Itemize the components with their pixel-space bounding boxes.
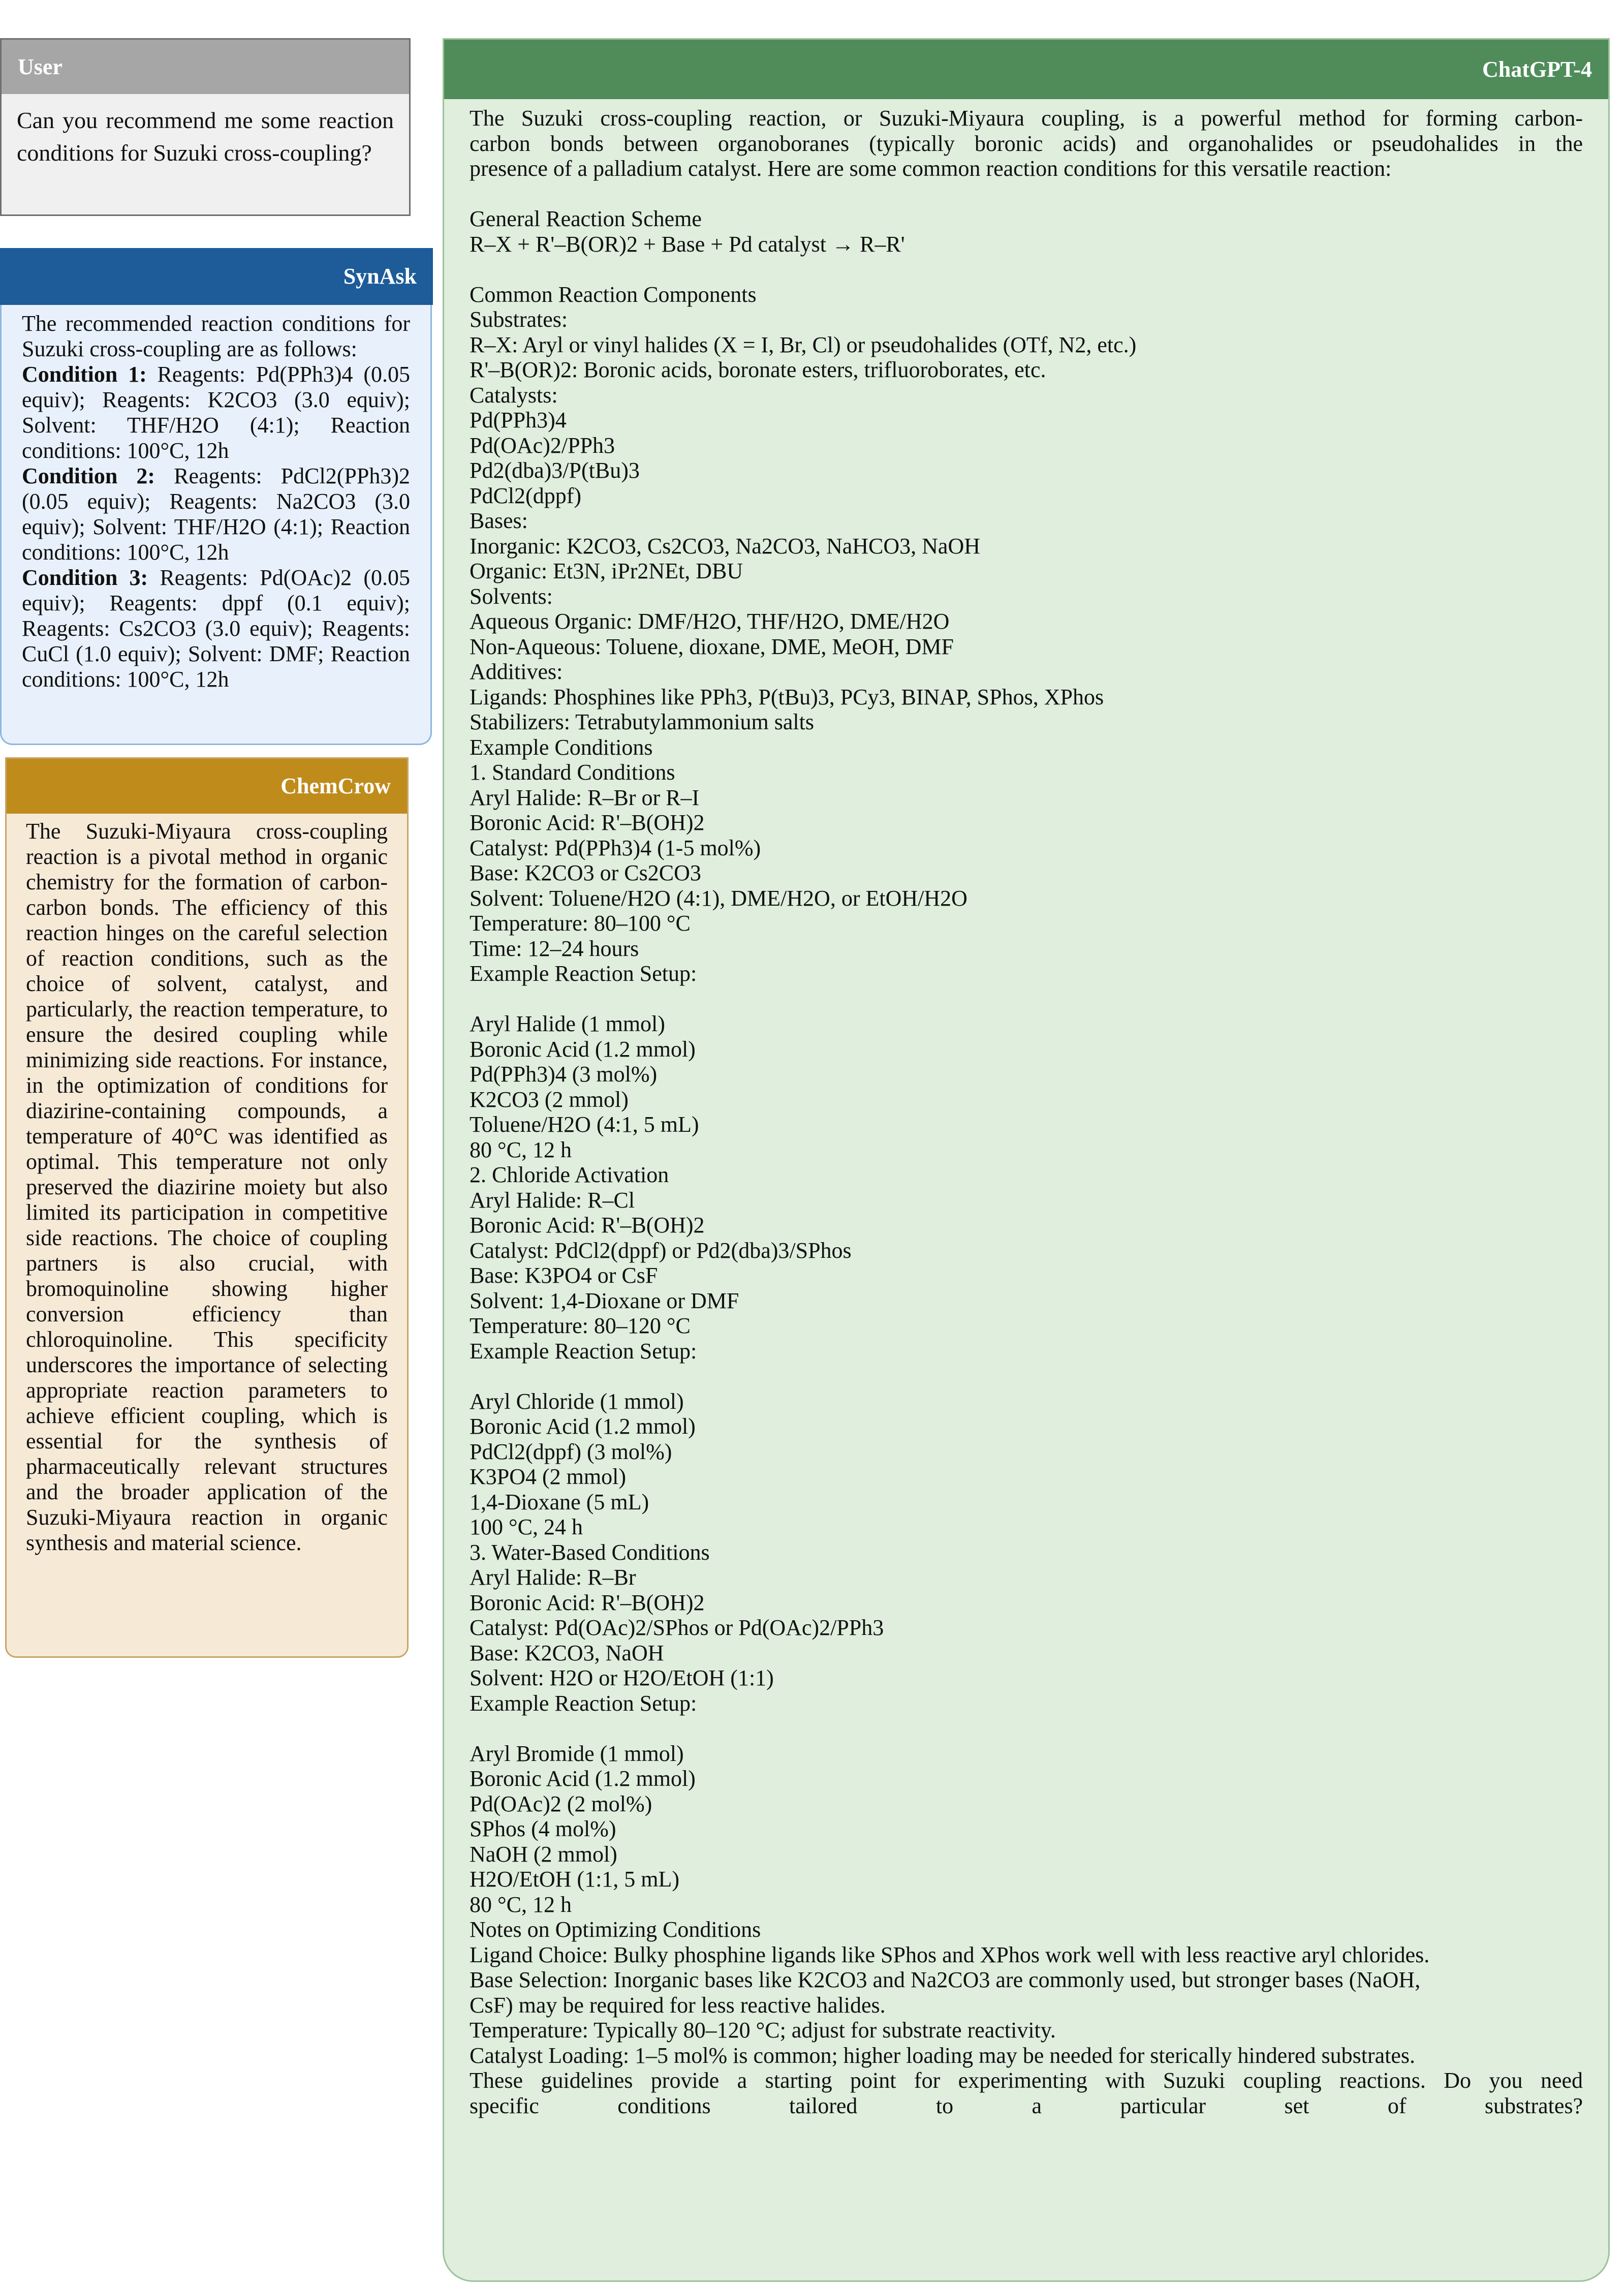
chemcrow-panel bbox=[5, 757, 409, 1658]
synask-response bbox=[2, 305, 430, 731]
response-line: SPhos (4 mol%) bbox=[470, 1816, 616, 1841]
user-header: User bbox=[2, 40, 409, 94]
chemcrow-response: The Suzuki-Miyaura cross-coupling reaction is a pivotal method in organic chemistry for the formation of carbon-carbon bonds. The efficiency of this reaction hinges on the careful selection of reaction conditions, such as the choice of solvent, catalyst, and particularly, the reaction temperature, to ensure the desired coupling while minimizing side reactions. For instance, in the optimization of conditions for diazirine-containing compounds, a temperature of 40°C was identified as optimal. This temperature not only preserved the diazirine moiety but also limited its participation in competitive side reactions. The choice of coupling partners is also crucial, with bromoquinoline showing higher conversion efficiency than chloroquinoline. This specificity underscores the importance of selecting appropriate reaction parameters to achieve efficient coupling, which is essential for the synthesis of pharmaceutically relevant structures and the broader application of the Suzuki-Miyaura reaction in organic synthesis and material science. bbox=[26, 819, 388, 1555]
response-line: Pd(PPh3)4 (3 mol%) bbox=[470, 1062, 658, 1087]
response-line: Boronic Acid: R'–B(OH)2 bbox=[470, 1590, 705, 1615]
response-line: Aryl Halide: R–Cl bbox=[470, 1187, 635, 1213]
response-line: Catalyst: PdCl2(dppf) or Pd2(dba)3/SPhos bbox=[470, 1238, 852, 1263]
response-line: Catalyst: Pd(OAc)2/SPhos or Pd(OAc)2/PPh3 bbox=[470, 1615, 884, 1640]
response-line: carbon bonds between organoboranes (typically boronic acids) and organohalides or pseudohalides in the bbox=[470, 131, 1583, 156]
blank-line bbox=[470, 181, 1583, 207]
response-line: Example Reaction Setup: bbox=[470, 961, 697, 986]
condition-2-label: Condition 2: bbox=[22, 463, 155, 488]
blank-line bbox=[470, 986, 1583, 1012]
response-line: Organic: Et3N, iPr2NEt, DBU bbox=[470, 559, 743, 583]
response-line: Catalysts: bbox=[470, 382, 558, 408]
response-line: K2CO3 (2 mmol) bbox=[470, 1087, 629, 1112]
condition-1-label: Condition 1: bbox=[22, 362, 147, 387]
synask-intro: The recommended reaction conditions for Suzuki cross-coupling are as follows: bbox=[22, 311, 410, 361]
response-line: Bases: bbox=[470, 508, 528, 533]
response-line: Stabilizers: Tetrabutylammonium salts bbox=[470, 709, 815, 734]
condition-3-text: Reagents: Pd(OAc)2 (0.05 equiv); Reagents: dppf (0.1 equiv); Reagents: Cs2CO3 (3.0 equiv); Reagents: CuCl (1.0 equiv); Solvent: DMF; Reaction conditions: 100°C, 12h bbox=[22, 565, 410, 692]
response-line: Temperature: 80–120 °C bbox=[470, 1313, 691, 1338]
response-line: Example Conditions bbox=[470, 734, 653, 760]
response-line: NaOH (2 mmol) bbox=[470, 1841, 617, 1867]
response-line: R'–B(OR)2: Boronic acids, boronate esters, trifluoroborates, etc. bbox=[470, 357, 1046, 382]
response-line: Base Selection: Inorganic bases like K2CO3 and Na2CO3 are commonly used, but stronger bases (NaOH, bbox=[470, 1967, 1421, 1992]
response-line: Aryl Halide (1 mmol) bbox=[470, 1011, 665, 1036]
user-panel bbox=[0, 38, 411, 216]
condition-2-text: Reagents: PdCl2(PPh3)2 (0.05 equiv); Reagents: Na2CO3 (3.0 equiv); Solvent: THF/H2O (4:1); Reaction conditions: 100°C, 12h bbox=[22, 463, 410, 565]
response-line: General Reaction Scheme bbox=[470, 206, 702, 231]
response-line: Catalyst Loading: 1–5 mol% is common; higher loading may be needed for sterically hindered substrates. bbox=[470, 2043, 1415, 2068]
response-line: specific conditions tailored to a particular set of substrates? bbox=[470, 2093, 1583, 2118]
synask-header: SynAsk bbox=[343, 264, 417, 289]
response-line: Boronic Acid: R'–B(OH)2 bbox=[470, 810, 705, 835]
response-line: 80 °C, 12 h bbox=[470, 1137, 572, 1162]
condition-3-label: Condition 3: bbox=[22, 565, 148, 590]
response-line: CsF) may be required for less reactive halides. bbox=[470, 1992, 886, 2018]
response-line: Base: K2CO3, NaOH bbox=[470, 1640, 664, 1665]
response-line: 100 °C, 24 h bbox=[470, 1515, 583, 1539]
response-line: Aryl Halide: R–Br or R–I bbox=[470, 785, 700, 810]
response-line: Boronic Acid: R'–B(OH)2 bbox=[470, 1213, 705, 1238]
response-line: Additives: bbox=[470, 659, 563, 684]
response-line: Aryl Chloride (1 mmol) bbox=[470, 1388, 684, 1414]
condition-1-text: Reagents: Pd(PPh3)4 (0.05 equiv); Reagents: K2CO3 (3.0 equiv); Solvent: THF/H2O (4:1); Reaction conditions: 100°C, 12h bbox=[22, 362, 410, 463]
synask-panel bbox=[0, 305, 432, 745]
response-line: Boronic Acid (1.2 mmol) bbox=[470, 1414, 696, 1439]
response-line: Solvent: H2O or H2O/EtOH (1:1) bbox=[470, 1665, 774, 1690]
user-message: Can you recommend me some reaction conditions for Suzuki cross-coupling? bbox=[17, 107, 394, 166]
response-line: 3. Water-Based Conditions bbox=[470, 1539, 710, 1565]
response-line: Non-Aqueous: Toluene, dioxane, DME, MeOH, DMF bbox=[470, 634, 954, 659]
chatgpt-header: ChatGPT-4 bbox=[444, 40, 1608, 99]
response-line: Solvent: Toluene/H2O (4:1), DME/H2O, or EtOH/H2O bbox=[470, 885, 967, 911]
response-line: Aryl Bromide (1 mmol) bbox=[470, 1741, 684, 1766]
response-line: Temperature: 80–100 °C bbox=[470, 911, 691, 936]
response-line: Boronic Acid (1.2 mmol) bbox=[470, 1766, 696, 1791]
response-line: Inorganic: K2CO3, Cs2CO3, Na2CO3, NaHCO3, NaOH bbox=[470, 533, 980, 559]
response-line: 80 °C, 12 h bbox=[470, 1892, 572, 1917]
response-line: Common Reaction Components bbox=[470, 282, 757, 307]
chatgpt-panel bbox=[443, 38, 1610, 2282]
response-line: PdCl2(dppf) (3 mol%) bbox=[470, 1439, 672, 1464]
response-line: Aqueous Organic: DMF/H2O, THF/H2O, DME/H2O bbox=[470, 609, 950, 634]
response-line: Solvents: bbox=[470, 583, 553, 609]
response-line: The Suzuki cross-coupling reaction, or Suzuki-Miyaura coupling, is a powerful method for forming carbon- bbox=[470, 106, 1583, 131]
chatgpt-response bbox=[444, 99, 1608, 2118]
response-line: presence of a palladium catalyst. Here are some common reaction conditions for this versatile reaction: bbox=[470, 156, 1392, 181]
response-line: Example Reaction Setup: bbox=[470, 1338, 697, 1364]
response-line: Pd(OAc)2/PPh3 bbox=[470, 432, 615, 458]
response-line: K3PO4 (2 mmol) bbox=[470, 1464, 626, 1489]
response-line: These guidelines provide a starting point for experimenting with Suzuki coupling reactions. Do you need bbox=[470, 2068, 1583, 2093]
response-line: Pd2(dba)3/P(tBu)3 bbox=[470, 458, 640, 483]
response-line: 1. Standard Conditions bbox=[470, 760, 675, 785]
blank-line bbox=[470, 1364, 1583, 1389]
response-line: Base: K3PO4 or CsF bbox=[470, 1263, 658, 1288]
response-line: PdCl2(dppf) bbox=[470, 483, 581, 508]
response-line: Solvent: 1,4-Dioxane or DMF bbox=[470, 1288, 739, 1313]
blank-line bbox=[470, 1716, 1583, 1741]
response-line: Base: K2CO3 or Cs2CO3 bbox=[470, 860, 701, 885]
blank-line bbox=[470, 257, 1583, 282]
response-line: Toluene/H2O (4:1, 5 mL) bbox=[470, 1112, 699, 1137]
response-line: Catalyst: Pd(PPh3)4 (1-5 mol%) bbox=[470, 835, 761, 860]
response-line: H2O/EtOH (1:1, 5 mL) bbox=[470, 1867, 680, 1892]
response-line: Time: 12–24 hours bbox=[470, 936, 639, 961]
response-line: Pd(PPh3)4 bbox=[470, 408, 567, 432]
response-line: Aryl Halide: R–Br bbox=[470, 1565, 636, 1590]
response-line: 1,4-Dioxane (5 mL) bbox=[470, 1489, 649, 1515]
response-line: Ligand Choice: Bulky phosphine ligands like SPhos and XPhos work well with less reactive aryl chlorides. bbox=[470, 1942, 1430, 1967]
response-line: 2. Chloride Activation bbox=[470, 1162, 669, 1187]
response-line: R–X: Aryl or vinyl halides (X = I, Br, Cl) or pseudohalides (OTf, N2, etc.) bbox=[470, 332, 1137, 357]
response-line: Notes on Optimizing Conditions bbox=[470, 1917, 761, 1942]
response-line: Ligands: Phosphines like PPh3, P(tBu)3, PCy3, BINAP, SPhos, XPhos bbox=[470, 684, 1104, 709]
response-line: Temperature: Typically 80–120 °C; adjust for substrate reactivity. bbox=[470, 2018, 1056, 2043]
response-line: Example Reaction Setup: bbox=[470, 1690, 697, 1716]
response-line: Boronic Acid (1.2 mmol) bbox=[470, 1036, 696, 1062]
chemcrow-header: ChemCrow bbox=[7, 759, 407, 814]
response-line: Pd(OAc)2 (2 mol%) bbox=[470, 1791, 652, 1816]
response-line: Substrates: bbox=[470, 307, 568, 332]
synask-header-bar bbox=[0, 248, 433, 305]
response-line: R–X + R'–B(OR)2 + Base + Pd catalyst → R–R' bbox=[470, 231, 905, 257]
